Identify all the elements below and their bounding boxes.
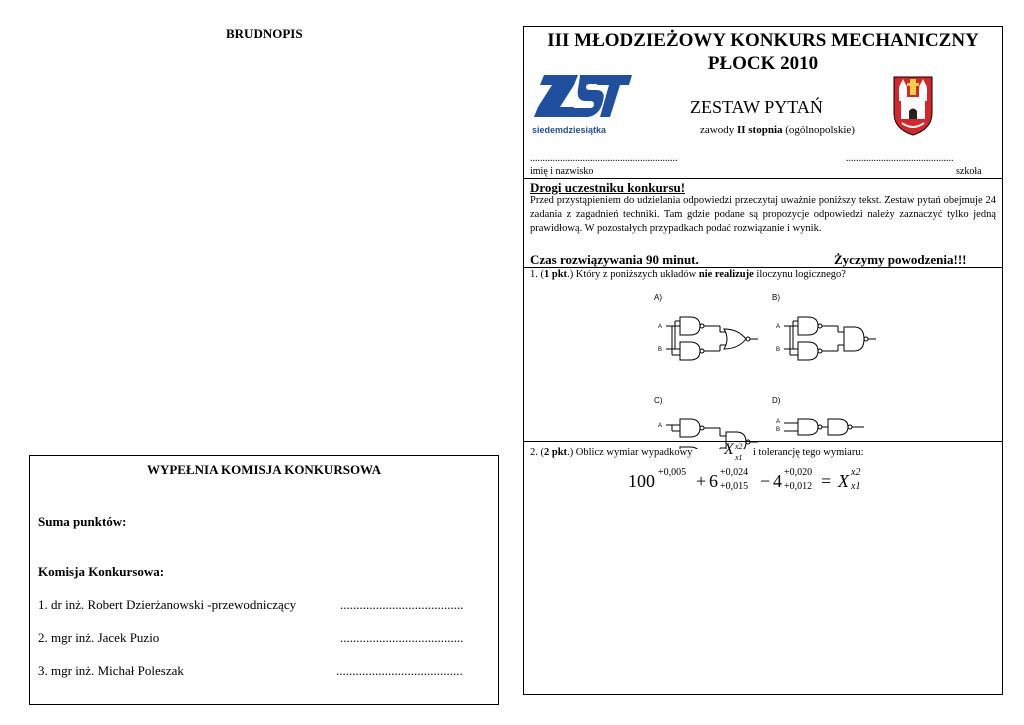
school-logo <box>530 71 634 139</box>
contest-subtitle: PŁOCK 2010 <box>707 53 819 74</box>
circuit-b <box>784 317 876 360</box>
draft-heading: BRUDNOPIS <box>226 26 303 41</box>
question-2: 2. (2 pkt.) Oblicz wymiar wypadkowy <box>530 447 693 458</box>
circuit-d <box>784 419 864 435</box>
tolerance-equation: 100 +0,005 + 6 +0,024 +0,015 − 4 +0,020 +0,012 = X x2 x1 <box>628 467 861 492</box>
school-label: szkoła <box>956 166 982 177</box>
question-sheet <box>523 26 1003 695</box>
level-info: zawody II stopnia (ogólnopolskie) <box>700 124 855 136</box>
question-1: 1. (1 pkt.) Który z poniższych układów nie realizuje iloczynu logicznego? <box>530 269 846 280</box>
question-set-title: ZESTAW PYTAŃ <box>690 97 823 117</box>
option-c-label: C) <box>654 396 663 405</box>
logo-text: siedemdziesiątka <box>532 125 607 135</box>
points-sum-label: Suma punktów: <box>38 514 127 529</box>
dimension-symbol: X x2 x1 <box>724 441 743 462</box>
contest-title: III MŁODZIEŻOWY KONKURS MECHANICZNY <box>547 30 979 51</box>
input-b-label: B <box>658 347 663 353</box>
input-b-label: B <box>776 347 781 353</box>
school-dots: ........................................... <box>846 153 954 164</box>
option-d-label: D) <box>772 396 781 405</box>
question-2-end: i tolerancję tego wymiaru: <box>753 447 864 458</box>
input-a-label: A <box>776 419 781 425</box>
divider <box>524 267 1002 268</box>
good-luck-text: Życzymy powodzenia!!! <box>834 252 967 267</box>
committee-box <box>29 455 499 705</box>
member-2-signature-line: ...................................... <box>340 630 464 645</box>
member-3-signature-line: ....................................... <box>336 663 463 678</box>
name-dots: ........................................................... <box>530 153 678 164</box>
member-2: 2. mgr inż. Jacek Puzio <box>38 630 160 645</box>
member-1-signature-line: ...................................... <box>340 597 464 612</box>
input-a-label: A <box>776 324 781 330</box>
time-info: Czas rozwiązywania 90 minut. <box>530 252 699 267</box>
circuit-a <box>666 317 758 360</box>
circuit-c <box>666 419 758 449</box>
option-a-label: A) <box>654 293 662 302</box>
member-3: 3. mgr inż. Michał Poleszak <box>38 663 184 678</box>
name-label: imię i nazwisko <box>530 166 594 177</box>
coat-of-arms-icon <box>892 73 934 137</box>
option-b-label: B) <box>772 293 780 302</box>
input-b-label: B <box>776 427 781 433</box>
commission-label: Komisja Konkursowa: <box>38 564 165 579</box>
input-a-label: A <box>658 324 663 330</box>
divider <box>524 441 1002 442</box>
intro-title: Drogi uczestniku konkursu! <box>530 180 686 195</box>
input-a-label: A <box>658 423 663 429</box>
committee-title: WYPEŁNIA KOMISJA KONKURSOWA <box>146 462 382 477</box>
member-1: 1. dr inż. Robert Dzierżanowski -przewodniczący <box>38 597 297 612</box>
logic-circuits-diagram <box>650 289 890 449</box>
intro-text: Przed przystąpieniem do udzielania odpowiedzi przeczytaj uważnie poniższy tekst. Zestaw pytań obejmuje 24 zadania z zagadnień techniki. Tam gdzie podane są propozycje odpowiedzi należy zaznaczyć tylko jedną prawidłową. W pozostałych przypadkach podać rozwiązanie i wynik. <box>530 195 996 234</box>
divider <box>524 178 1002 179</box>
